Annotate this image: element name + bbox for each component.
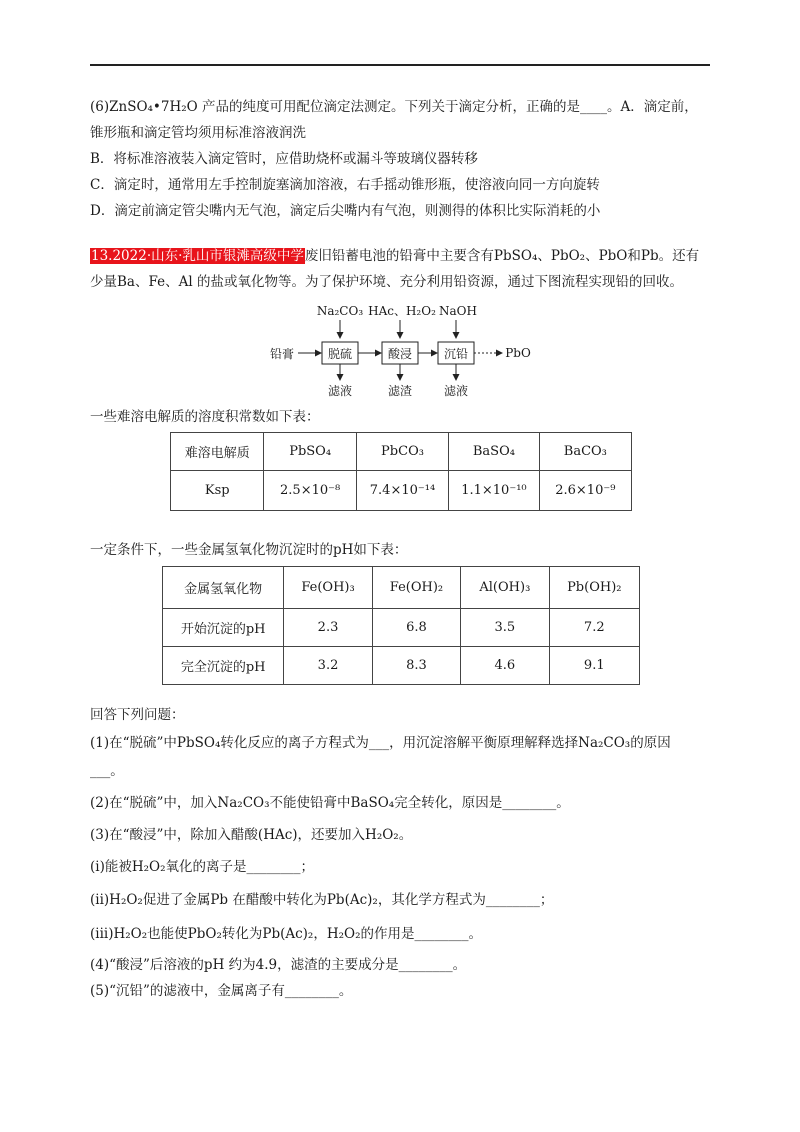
q13-intro-line-2: 少量Ba、Fe、Al 的盐或氧化物等。为了保护环境、充分利用铅资源，通过下图流程实现铅的回收。	[90, 274, 683, 290]
ksp-value-cell: 2.5×10⁻⁸	[264, 471, 356, 511]
ph-header-row	[163, 567, 640, 609]
ph-row-start	[163, 609, 640, 647]
ksp-header-cell: BaCO₃	[539, 433, 631, 471]
ph-cell: 2.3	[284, 609, 372, 647]
flow-input: 铅膏	[269, 347, 295, 361]
ksp-header-cell: 难溶电解质	[171, 433, 264, 471]
ksp-value-row	[171, 471, 632, 511]
ph-table	[162, 566, 640, 685]
q6-option-d: D．滴定前滴定管尖嘴内无气泡，滴定后尖嘴内有气泡，则测得的体积比实际消耗的小	[90, 203, 601, 219]
output-1: 滤液	[327, 384, 353, 398]
ph-cell: 6.8	[372, 609, 460, 647]
ksp-value-cell: 2.6×10⁻⁹	[539, 471, 631, 511]
ph-cell: 8.3	[372, 647, 460, 685]
ph-row-complete	[163, 647, 640, 685]
q6-line-2: 锥形瓶和滴定管均须用标准溶液润洗	[90, 125, 306, 141]
ph-header-cell: Al(OH)₃	[461, 567, 549, 609]
ph-cell: 7.2	[549, 609, 639, 647]
question-4: (4)“酸浸”后溶液的pH 约为4.9，滤渣的主要成分是________。	[90, 957, 467, 973]
ksp-table-caption: 一些难溶电解质的溶度积常数如下表：	[90, 409, 320, 425]
ph-cell: 9.1	[549, 647, 639, 685]
step-1-label: 脱硫	[327, 347, 353, 361]
q13-intro-line-1	[90, 247, 699, 265]
ph-header-cell: Fe(OH)₃	[284, 567, 372, 609]
question-1-line-2: ___。	[90, 763, 124, 779]
ph-cell: 4.6	[461, 647, 549, 685]
q13-source-tag: 13.2022·山东·乳山市银滩高级中学	[91, 248, 304, 264]
ksp-value-cell: 1.1×10⁻¹⁰	[449, 471, 539, 511]
question-3-iii: (iii)H₂O₂也能使PbO₂转化为Pb(Ac)₂，H₂O₂的作用是________。	[90, 926, 483, 942]
flow-product: PbO	[505, 346, 531, 360]
output-3: 滤液	[443, 384, 469, 398]
q6-line-1: (6)ZnSO₄•7H₂O 产品的纯度可用配位滴定法测定。下列关于滴定分析，正确的是____。A．滴定前，	[90, 99, 698, 115]
ksp-value-cell: 7.4×10⁻¹⁴	[356, 471, 448, 511]
ph-cell: 3.5	[461, 609, 549, 647]
reagent-3: NaOH	[439, 304, 477, 318]
ph-cell: 3.2	[284, 647, 372, 685]
header-rule	[90, 64, 710, 66]
question-1-line-1: (1)在“脱硫”中PbSO₄转化反应的离子方程式为___，用沉淀溶解平衡原理解释选择Na₂CO₃的原因	[90, 735, 671, 751]
ph-header-cell: 金属氢氧化物	[163, 567, 284, 609]
step-3-label: 沉铅	[443, 347, 469, 361]
question-5: (5)“沉铅”的滤液中，金属离子有________。	[90, 983, 353, 999]
process-flow-diagram	[260, 300, 580, 400]
output-2: 滤渣	[387, 384, 413, 398]
question-3-i: (i)能被H₂O₂氧化的离子是________；	[90, 859, 315, 875]
ph-header-cell: Fe(OH)₂	[372, 567, 460, 609]
question-2: (2)在“脱硫”中，加入Na₂CO₃不能使铅膏中BaSO₄完全转化，原因是________。	[90, 795, 570, 811]
ph-header-cell: Pb(OH)₂	[549, 567, 639, 609]
q6-option-b: B．将标准溶液装入滴定管时，应借助烧杯或漏斗等玻璃仪器转移	[90, 151, 478, 167]
ksp-header-cell: PbCO₃	[356, 433, 448, 471]
step-2-label: 酸浸	[387, 347, 413, 361]
ksp-header-row	[171, 433, 632, 471]
question-3-ii: (ii)H₂O₂促进了金属Pb 在醋酸中转化为Pb(Ac)₂，其化学方程式为________；	[90, 892, 554, 908]
q6-option-c: C．滴定时，通常用左手控制旋塞滴加溶液，右手摇动锥形瓶，使溶液向同一方向旋转	[90, 177, 600, 193]
reagent-2: HAc、H₂O₂	[368, 304, 436, 318]
ph-cell: 完全沉淀的pH	[163, 647, 284, 685]
question-3: (3)在“酸浸”中，除加入醋酸(HAc)，还要加入H₂O₂。	[90, 827, 413, 843]
questions-intro: 回答下列问题：	[90, 707, 185, 723]
reagent-1: Na₂CO₃	[316, 304, 364, 318]
ksp-table	[170, 432, 632, 511]
q13-intro-text: 废旧铅蓄电池的铅膏中主要含有PbSO₄、PbO₂、PbO和Pb。还有	[304, 248, 700, 264]
ksp-header-cell: PbSO₄	[264, 433, 356, 471]
ph-table-caption: 一定条件下，一些金属氢氧化物沉淀时的pH如下表：	[90, 542, 408, 558]
ksp-value-cell: Ksp	[171, 471, 264, 511]
ph-cell: 开始沉淀的pH	[163, 609, 284, 647]
ksp-header-cell: BaSO₄	[449, 433, 539, 471]
